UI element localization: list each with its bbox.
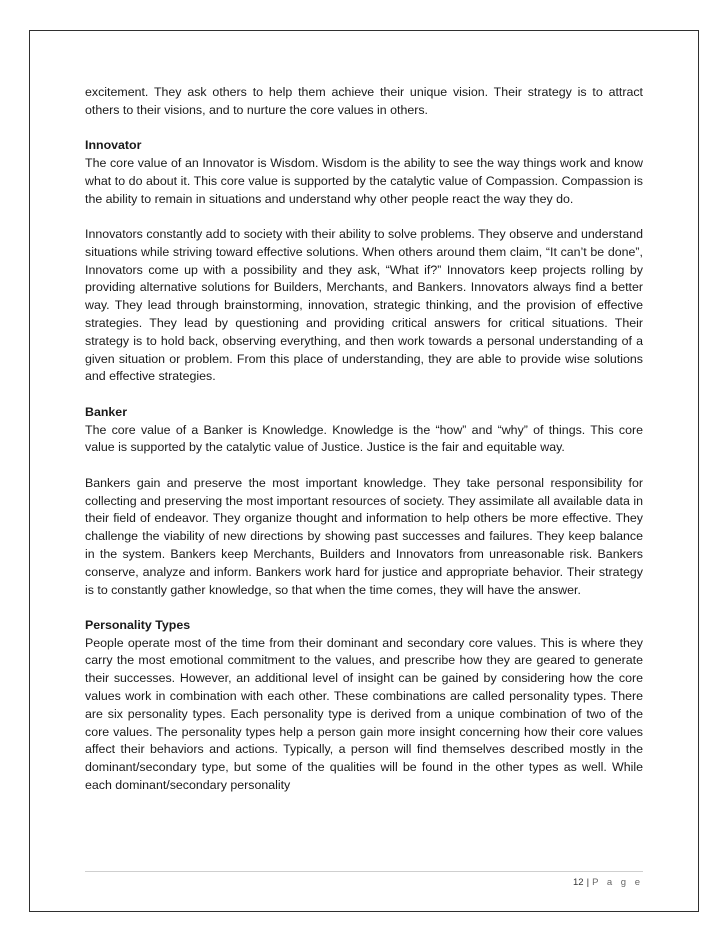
paragraph-personality-types: People operate most of the time from their dominant and secondary core values. This is where they carry the most emotional commitment to the values, and prescribe how they are geared to generate their successes. However, an additional level of insight can be gained by considering how the core values work in combination with each other. These combinations are called personality types. There are six personality types. Each personality type is derived from a unique combination of two of the core values. The personality types help a person gain more insight concerning how their core values affect their behaviors and actions. Typically, a person will find themselves described mostly in the dominant/secondary type, but some of the qualities will be found in the other types as well. While each dominant/secondary personality <box>85 635 643 793</box>
section-innovator <box>85 137 643 386</box>
footer-separator: | <box>586 877 590 888</box>
page-number: 12 <box>573 877 584 888</box>
heading-innovator: Innovator <box>85 138 142 153</box>
paragraph-banker-core: The core value of a Banker is Knowledge. Knowledge is the “how” and “why” of things. This core value is supported by the catalytic value of Justice. Justice is the fair and equitable way. <box>85 422 643 455</box>
paragraph-banker-detail: Bankers gain and preserve the most important knowledge. They take personal responsibility for collecting and preserving the most important resources of society. They assimilate all available data in their field of endeavor. They organize thought and information to help others be more effective. They challenge the viability of new directions by showing past successes and failures. They keep balance in the system. Bankers keep Merchants, Builders and Innovators from unreasonable risk. Bankers conserve, analyze and inform. Bankers work hard for justice and appropriate behavior. Their strategy is to constantly gather knowledge, so that when the time comes, they will have the answer. <box>85 475 643 597</box>
footer-divider <box>85 871 643 872</box>
page-footer <box>573 877 643 888</box>
page-body <box>85 84 643 812</box>
heading-personality-types: Personality Types <box>85 617 191 632</box>
section-banker <box>85 404 643 600</box>
section-personality-types <box>85 617 643 795</box>
heading-banker: Banker <box>85 404 128 419</box>
paragraph-innovator-core: The core value of an Innovator is Wisdom. Wisdom is the ability to see the way things work and know what to do about it. This core value is supported by the catalytic value of Compassion. Compassion is the ability to remain in situations and understand why other people react the way they do. <box>85 155 643 206</box>
paragraph-excitement: excitement. They ask others to help them achieve their unique vision. Their strategy is to attract others to their visions, and to nurture the core values in others. <box>85 85 643 117</box>
page-label: P a g e <box>592 877 643 888</box>
paragraph-innovator-detail: Innovators constantly add to society with their ability to solve problems. They observe and understand situations while striving toward effective solutions. When others around them claim, “It can’t be done”, Innovators come up with a possibility and they ask, “What if?” Innovators keep projects rolling by providing alternative solutions for Builders, Merchants, and Bankers. Innovators always find a better way. They lead through brainstorming, innovation, strategic thinking, and the provision of effective strategies. They lead by questioning and providing critical answers for critical situations. Their strategy is to hold back, observing everything, and then work towards a personal understanding of a given situation or problem. From this place of understanding, they are able to provide wise solutions and effective strategies. <box>85 226 643 384</box>
